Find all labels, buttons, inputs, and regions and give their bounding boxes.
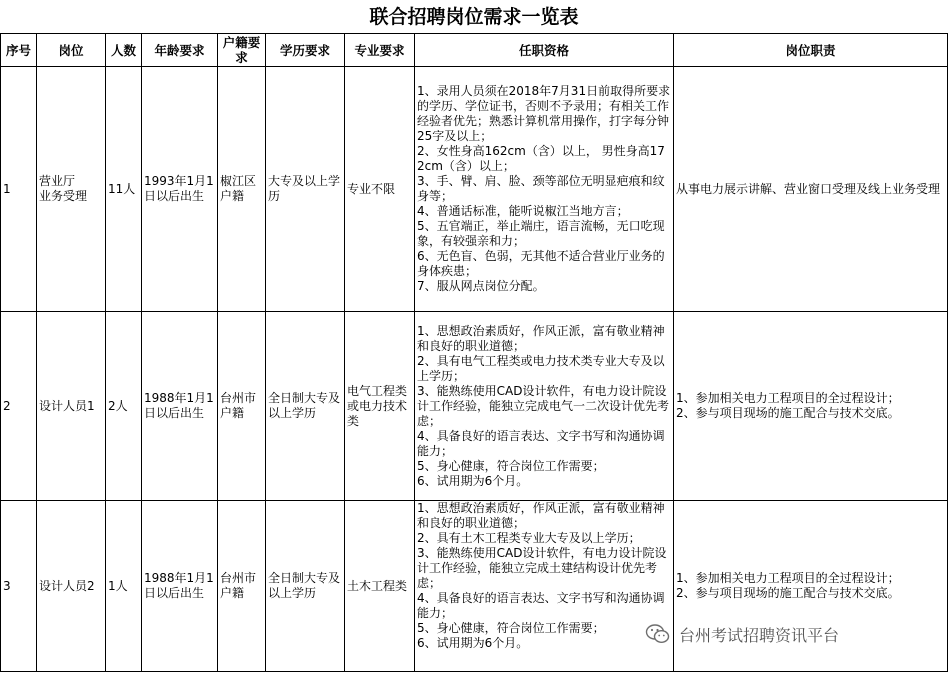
cell-qualifications (415, 312, 674, 501)
qualification-item: 1、录用人员须在2018年7月31日前取得所要求的学历、学位证书，否则不予录用；有相关工作经验者优先；熟悉计算机常用操作，打字每分钟25字及以上； (417, 84, 671, 143)
qualification-item: 7、服从网点岗位分配。 (417, 279, 545, 293)
cell-hukou: 台州市户籍 (218, 312, 266, 501)
qualification-item: 6、无色盲、色弱，无其他不适合营业厅业务的身体疾患； (417, 249, 665, 278)
cell-qualifications (415, 67, 674, 312)
duty-item: 1、参加相关电力工程项目的全过程设计； (676, 571, 900, 585)
qualification-item: 5、五官端正，举止端庄，语言流畅，无口吃现象，有较强亲和力； (417, 219, 665, 248)
cell-no: 1 (1, 67, 37, 312)
qualification-item: 6、试用期为6个月。 (417, 473, 529, 488)
watermark-text: 台州考试招聘资讯平台 (679, 625, 840, 645)
qualification-item: 1、思想政治素质好，作风正派，富有敬业精神和良好的职业道德； (417, 501, 665, 530)
header-duties: 岗位职责 (674, 34, 948, 67)
cell-no: 3 (1, 501, 37, 672)
qualification-item: 3、能熟练使用CAD设计软件，有电力设计院设计工作经验，能独立完成电气一二次设计优先考虑； (417, 383, 670, 428)
qualification-item: 2、女性身高162cm（含）以上， 男性身高172cm（含）以上； (417, 144, 665, 173)
qualification-item: 2、具有土木工程类专业大专及以上学历； (417, 531, 641, 545)
cell-education: 全日制大专及以上学历 (266, 501, 345, 672)
cell-major: 土木工程类 (345, 501, 415, 672)
wechat-icon (645, 621, 671, 647)
cell-major: 电气工程类或电力技术类 (345, 312, 415, 501)
header-qualifications: 任职资格 (415, 34, 674, 67)
cell-education: 大专及以上学历 (266, 67, 345, 312)
position-text: 营业厅 业务受理 (39, 174, 88, 203)
qualification-item: 3、能熟练使用CAD设计软件，有电力设计院设计工作经验，能独立完成土建结构设计优先考虑； (417, 546, 667, 590)
table-row (1, 312, 948, 501)
qualification-item: 4、普通话标准，能听说椒江当地方言； (417, 204, 629, 218)
duty-item: 1、参加相关电力工程项目的全过程设计； (676, 391, 900, 405)
header-education: 学历要求 (266, 34, 345, 67)
qualification-item: 5、身心健康，符合岗位工作需要； (417, 458, 605, 473)
table-header-row (1, 34, 948, 67)
duty-item: 2、参与项目现场的施工配合与技术交底。 (676, 586, 900, 600)
header-position: 岗位 (37, 34, 106, 67)
cell-age: 1988年1月1日以后出生 (142, 501, 218, 672)
cell-hukou: 台州市户籍 (218, 501, 266, 672)
cell-count: 1人 (106, 501, 142, 672)
cell-education: 全日制大专及以上学历 (266, 312, 345, 501)
cell-count: 11人 (106, 67, 142, 312)
cell-position (37, 67, 106, 312)
qualification-item: 3、手、臂、肩、脸、颈等部位无明显疤痕和纹身等； (417, 174, 665, 203)
cell-age: 1988年1月1日以后出生 (142, 312, 218, 501)
header-hukou: 户籍要求 (218, 34, 266, 67)
cell-hukou: 椒江区户籍 (218, 67, 266, 312)
page-title: 联合招聘岗位需求一览表 (369, 6, 579, 28)
recruitment-table (0, 33, 948, 672)
cell-position: 设计人员2 (37, 501, 106, 672)
header-count: 人数 (106, 34, 142, 67)
cell-count: 2人 (106, 312, 142, 501)
qualification-item: 4、具备良好的语言表达、文字书写和沟通协调能力； (417, 428, 665, 458)
header-major: 专业要求 (345, 34, 415, 67)
cell-duties (674, 312, 948, 501)
cell-major: 专业不限 (345, 67, 415, 312)
qualification-item: 6、试用期为6个月。 (417, 636, 529, 650)
header-no: 序号 (1, 34, 37, 67)
cell-position: 设计人员1 (37, 312, 106, 501)
cell-qualifications (415, 501, 674, 672)
cell-no: 2 (1, 312, 37, 501)
qualification-item: 2、具有电气工程类或电力技术类专业大专及以上学历； (417, 353, 665, 383)
watermark (645, 621, 839, 647)
table-row (1, 67, 948, 312)
duty-item: 从事电力展示讲解、营业窗口受理及线上业务受理 (676, 181, 941, 196)
header-age: 年龄要求 (142, 34, 218, 67)
duty-item: 2、参与项目现场的施工配合与技术交底。 (676, 406, 900, 420)
qualification-item: 1、思想政治素质好，作风正派，富有敬业精神和良好的职业道德； (417, 323, 665, 353)
qualification-item: 4、具备良好的语言表达、文字书写和沟通协调能力； (417, 591, 665, 620)
cell-age: 1993年1月1日以后出生 (142, 67, 218, 312)
cell-duties (674, 67, 948, 312)
qualification-item: 5、身心健康，符合岗位工作需要； (417, 621, 605, 635)
